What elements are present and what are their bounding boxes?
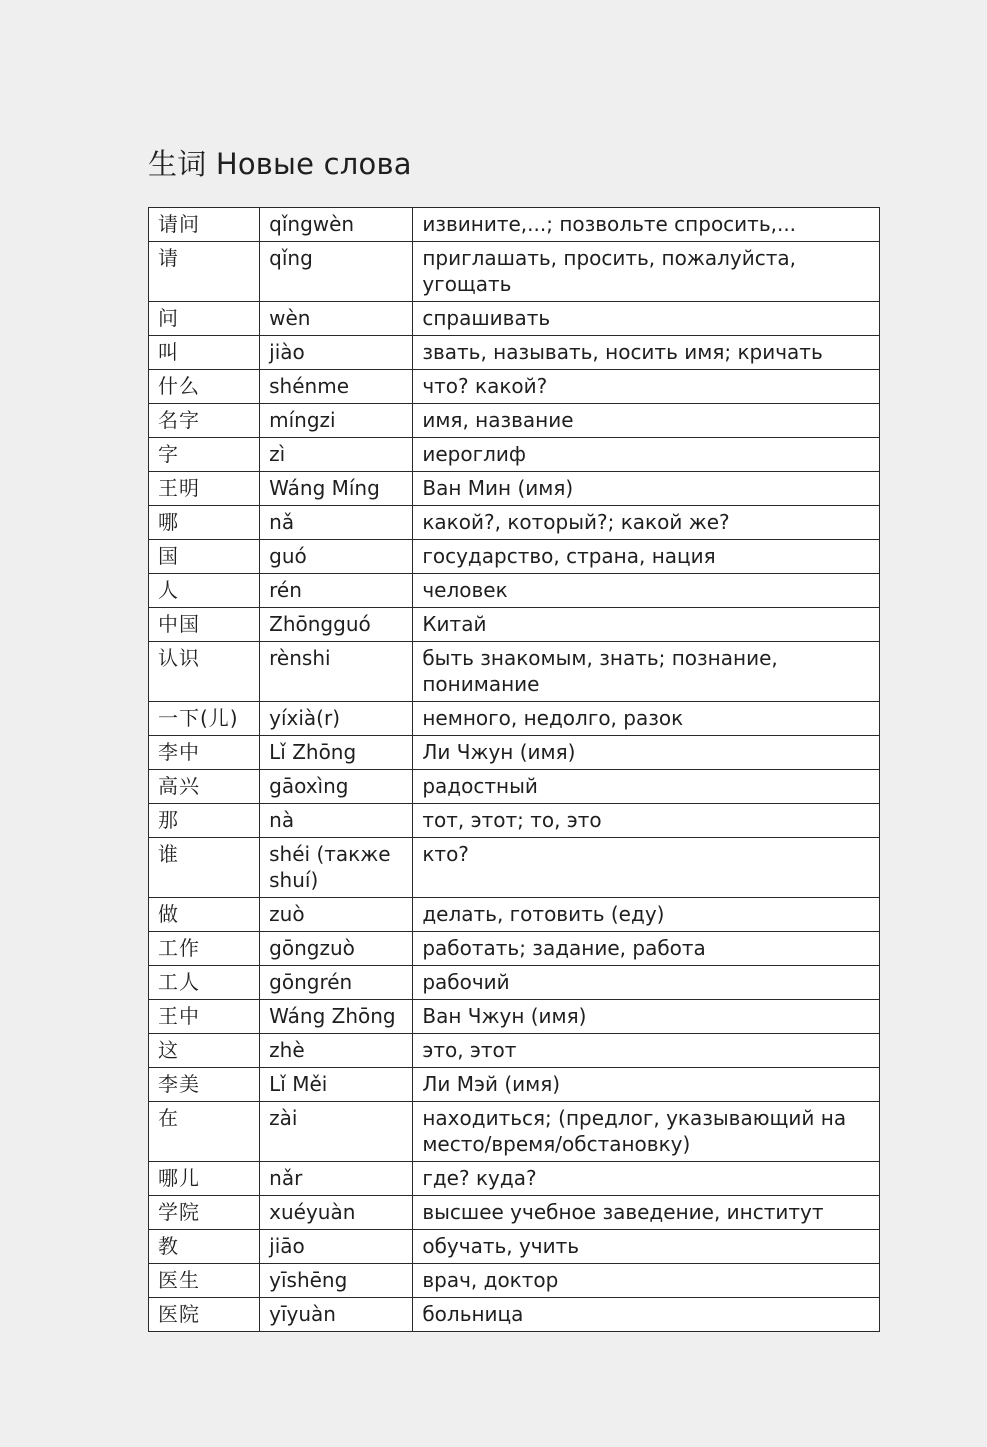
pinyin-cell: Wáng Míng xyxy=(260,472,413,506)
table-row xyxy=(149,404,880,438)
meaning-cell: радостный xyxy=(413,770,880,804)
meaning-cell: немного, недолго, разок xyxy=(413,702,880,736)
pinyin-cell: guó xyxy=(260,540,413,574)
pinyin-cell: yīyuàn xyxy=(260,1298,413,1332)
hanzi-cell: 一下(儿) xyxy=(149,702,260,736)
hanzi-cell: 认识 xyxy=(149,642,260,702)
pinyin-cell: jiào xyxy=(260,336,413,370)
table-row xyxy=(149,770,880,804)
table-row xyxy=(149,506,880,540)
pinyin-cell: nà xyxy=(260,804,413,838)
table-row xyxy=(149,302,880,336)
hanzi-cell: 谁 xyxy=(149,838,260,898)
hanzi-cell: 请问 xyxy=(149,208,260,242)
table-row xyxy=(149,208,880,242)
pinyin-cell: míngzi xyxy=(260,404,413,438)
pinyin-cell: zì xyxy=(260,438,413,472)
pinyin-cell: rén xyxy=(260,574,413,608)
table-row xyxy=(149,1000,880,1034)
table-row xyxy=(149,736,880,770)
hanzi-cell: 教 xyxy=(149,1230,260,1264)
pinyin-cell: shéi (также shuí) xyxy=(260,838,413,898)
pinyin-cell: Zhōngguó xyxy=(260,608,413,642)
meaning-cell: быть знакомым, знать; познание, понимание xyxy=(413,642,880,702)
meaning-cell: делать, готовить (еду) xyxy=(413,898,880,932)
meaning-cell: что? какой? xyxy=(413,370,880,404)
pinyin-cell: zhè xyxy=(260,1034,413,1068)
table-row xyxy=(149,702,880,736)
meaning-cell: звать, называть, носить имя; кричать xyxy=(413,336,880,370)
meaning-cell: где? куда? xyxy=(413,1162,880,1196)
meaning-cell: человек xyxy=(413,574,880,608)
meaning-cell: кто? xyxy=(413,838,880,898)
hanzi-cell: 学院 xyxy=(149,1196,260,1230)
hanzi-cell: 高兴 xyxy=(149,770,260,804)
hanzi-cell: 哪 xyxy=(149,506,260,540)
table-row xyxy=(149,966,880,1000)
meaning-cell: обучать, учить xyxy=(413,1230,880,1264)
pinyin-cell: qǐng xyxy=(260,242,413,302)
meaning-cell: работать; задание, работа xyxy=(413,932,880,966)
meaning-cell: тот, этот; то, это xyxy=(413,804,880,838)
meaning-cell: высшее учебное заведение, институт xyxy=(413,1196,880,1230)
meaning-cell: находиться; (предлог, указывающий на место/время/обстановку) xyxy=(413,1102,880,1162)
meaning-cell: больница xyxy=(413,1298,880,1332)
meaning-cell: приглашать, просить, пожалуйста, угощать xyxy=(413,242,880,302)
hanzi-cell: 那 xyxy=(149,804,260,838)
table-row xyxy=(149,438,880,472)
hanzi-cell: 中国 xyxy=(149,608,260,642)
table-row xyxy=(149,472,880,506)
meaning-cell: Ван Мин (имя) xyxy=(413,472,880,506)
hanzi-cell: 名字 xyxy=(149,404,260,438)
pinyin-cell: Wáng Zhōng xyxy=(260,1000,413,1034)
table-row xyxy=(149,608,880,642)
table-row xyxy=(149,898,880,932)
pinyin-cell: qǐngwèn xyxy=(260,208,413,242)
hanzi-cell: 这 xyxy=(149,1034,260,1068)
meaning-cell: врач, доктор xyxy=(413,1264,880,1298)
pinyin-cell: Lǐ Zhōng xyxy=(260,736,413,770)
pinyin-cell: gōngzuò xyxy=(260,932,413,966)
hanzi-cell: 工人 xyxy=(149,966,260,1000)
table-row xyxy=(149,1162,880,1196)
pinyin-cell: gāoxìng xyxy=(260,770,413,804)
table-row xyxy=(149,1264,880,1298)
hanzi-cell: 什么 xyxy=(149,370,260,404)
table-row xyxy=(149,838,880,898)
table-row xyxy=(149,1196,880,1230)
hanzi-cell: 工作 xyxy=(149,932,260,966)
pinyin-cell: xuéyuàn xyxy=(260,1196,413,1230)
meaning-cell: государство, страна, нация xyxy=(413,540,880,574)
table-row xyxy=(149,1230,880,1264)
hanzi-cell: 做 xyxy=(149,898,260,932)
hanzi-cell: 医生 xyxy=(149,1264,260,1298)
pinyin-cell: nǎr xyxy=(260,1162,413,1196)
meaning-cell: спрашивать xyxy=(413,302,880,336)
meaning-cell: это, этот xyxy=(413,1034,880,1068)
table-row xyxy=(149,1068,880,1102)
hanzi-cell: 李美 xyxy=(149,1068,260,1102)
meaning-cell: Ли Чжун (имя) xyxy=(413,736,880,770)
pinyin-cell: zài xyxy=(260,1102,413,1162)
table-row xyxy=(149,574,880,608)
pinyin-cell: jiāo xyxy=(260,1230,413,1264)
table-row xyxy=(149,336,880,370)
table-row xyxy=(149,1034,880,1068)
meaning-cell: извините,...; позвольте спросить,... xyxy=(413,208,880,242)
table-row xyxy=(149,1102,880,1162)
vocabulary-table xyxy=(148,207,880,1332)
pinyin-cell: yíxià(r) xyxy=(260,702,413,736)
hanzi-cell: 王中 xyxy=(149,1000,260,1034)
hanzi-cell: 叫 xyxy=(149,336,260,370)
meaning-cell: Ван Чжун (имя) xyxy=(413,1000,880,1034)
vocabulary-table-body xyxy=(149,208,880,1332)
meaning-cell: Китай xyxy=(413,608,880,642)
meaning-cell: Ли Мэй (имя) xyxy=(413,1068,880,1102)
hanzi-cell: 字 xyxy=(149,438,260,472)
table-row xyxy=(149,932,880,966)
hanzi-cell: 王明 xyxy=(149,472,260,506)
table-row xyxy=(149,642,880,702)
pinyin-cell: nǎ xyxy=(260,506,413,540)
hanzi-cell: 李中 xyxy=(149,736,260,770)
page-title: 生词 Новые слова xyxy=(148,147,412,181)
hanzi-cell: 医院 xyxy=(149,1298,260,1332)
table-row xyxy=(149,370,880,404)
meaning-cell: имя, название xyxy=(413,404,880,438)
hanzi-cell: 在 xyxy=(149,1102,260,1162)
hanzi-cell: 问 xyxy=(149,302,260,336)
pinyin-cell: wèn xyxy=(260,302,413,336)
pinyin-cell: shénme xyxy=(260,370,413,404)
pinyin-cell: Lǐ Měi xyxy=(260,1068,413,1102)
table-row xyxy=(149,1298,880,1332)
hanzi-cell: 人 xyxy=(149,574,260,608)
pinyin-cell: zuò xyxy=(260,898,413,932)
meaning-cell: рабочий xyxy=(413,966,880,1000)
table-row xyxy=(149,242,880,302)
meaning-cell: какой?, который?; какой же? xyxy=(413,506,880,540)
pinyin-cell: gōngrén xyxy=(260,966,413,1000)
meaning-cell: иероглиф xyxy=(413,438,880,472)
hanzi-cell: 国 xyxy=(149,540,260,574)
table-row xyxy=(149,804,880,838)
pinyin-cell: rènshi xyxy=(260,642,413,702)
table-row xyxy=(149,540,880,574)
hanzi-cell: 请 xyxy=(149,242,260,302)
pinyin-cell: yīshēng xyxy=(260,1264,413,1298)
hanzi-cell: 哪儿 xyxy=(149,1162,260,1196)
